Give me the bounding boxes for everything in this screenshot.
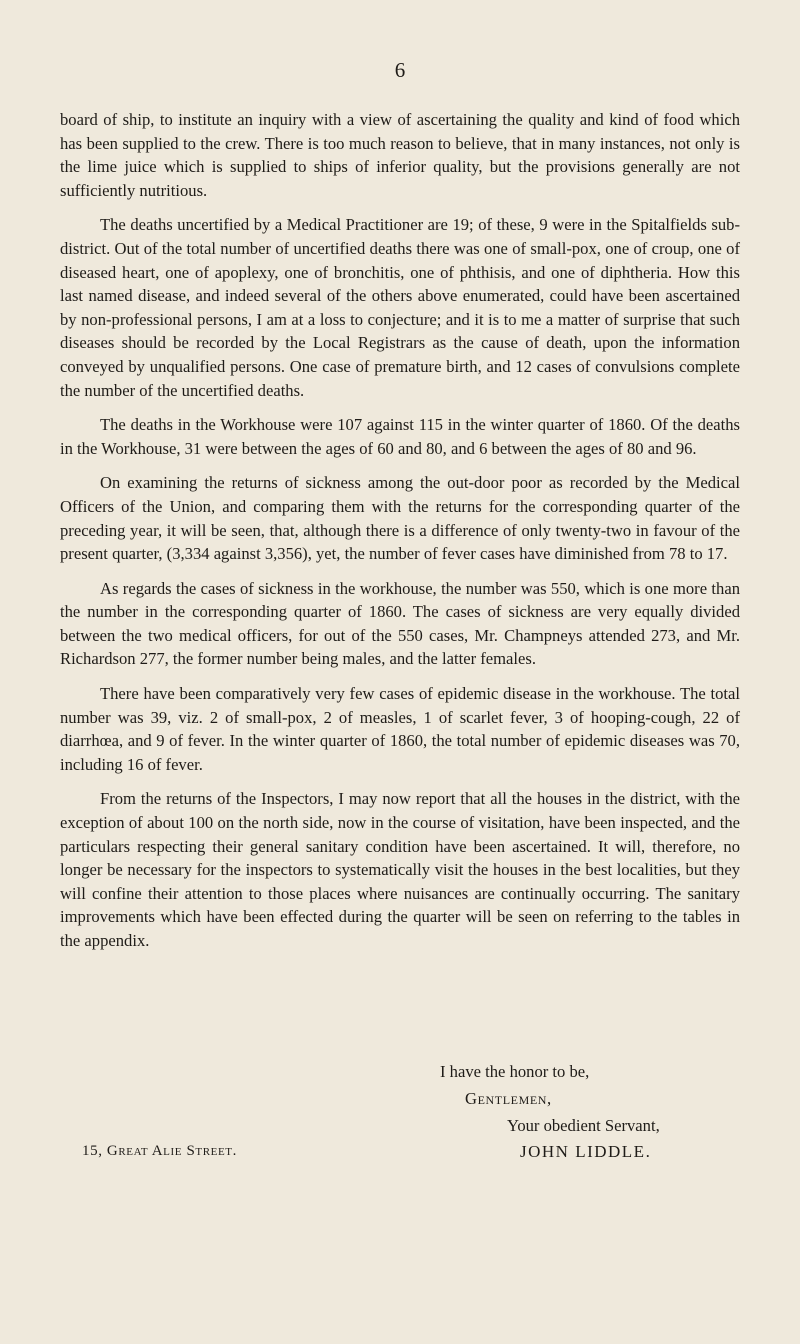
paragraph: On examining the returns of sickness among the out-door poor as recorded by the Medical Officers of the Union, and comparing them with the returns for the corresponding quarter of the preceding year, it will be seen, that, although there is a difference of only twenty-two in favour of the present quarter, (3,334 against 3,356), yet, the number of fever cases have diminished from 78 to 17. xyxy=(60,473,740,564)
paragraph: As regards the cases of sickness in the workhouse, the number was 550, which is one more than the number in the corresponding quarter of 1860. The cases of sickness are very equally divided between the two medical officers, for out of the 550 cases, Mr. Champneys attended 273, and Mr. Richardson 277, the former number being males, and the latter females. xyxy=(60,578,740,669)
signature: JOHN LIDDLE. xyxy=(520,1142,652,1161)
paragraph: There have been comparatively very few cases of epidemic disease in the workhouse. The total number was 39, viz. 2 of small-pox, 2 of measles, 1 of scarlet fever, 3 of hooping-cough, 22 of diarrhœa, and 9 of fever. In the winter quarter of 1860, the total number of epidemic diseases was 70, including 16 of fever. xyxy=(60,684,740,774)
body-text xyxy=(60,108,740,964)
paragraph: The deaths in the Workhouse were 107 against 115 in the winter quarter of 1860. Of the deaths in the Workhouse, 31 were between the ages of 60 and 80, and 6 between the ages of 80 and 96. xyxy=(60,415,740,458)
page-number: 6 xyxy=(394,58,406,82)
closing-addressee: Gentlemen, xyxy=(465,1089,552,1108)
sender-address: 15, Great Alie Street. xyxy=(82,1143,237,1159)
paragraph: board of ship, to institute an inquiry with a view of ascertaining the quality and kind of food which has been supplied to the crew. There is too much reason to believe, that in many instances, not only is the lime juice which is supplied to ships of inferior quality, but the provisions generally are not sufficiently nutritious. xyxy=(60,110,740,200)
closing-salutation: I have the honor to be, xyxy=(440,1062,590,1081)
closing-valediction: Your obedient Servant, xyxy=(507,1116,660,1135)
paragraph: The deaths uncertified by a Medical Practitioner are 19; of these, 9 were in the Spitalfields sub-district. Out of the total number of uncertified deaths there was one of small-pox, one of croup, one of diseased heart, one of apoplexy, one of bronchitis, one of phthisis, and one of diphtheria. How this last named disease, and indeed several of the others above enumerated, could have been ascertained by non-professional persons, I am at a loss to conjecture; and it is to me a matter of surprise that such diseases should be recorded by the Local Registrars as the cause of death, upon the information conveyed by unqualified persons. One case of premature birth, and 12 cases of convulsions complete the number of the uncertified deaths. xyxy=(60,215,740,400)
paragraph: From the returns of the Inspectors, I may now report that all the houses in the district, with the exception of about 100 on the north side, now in the course of visitation, have been inspected, and the particulars respecting their general sanitary condition have been ascertained. It will, therefore, no longer be necessary for the inspectors to systematically visit the houses in the best localities, but they will confine their attention to those places where nuisances are continually occurring. The sanitary improvements which have been effected during the quarter will be seen on referring to the tables in the appendix. xyxy=(60,789,740,950)
